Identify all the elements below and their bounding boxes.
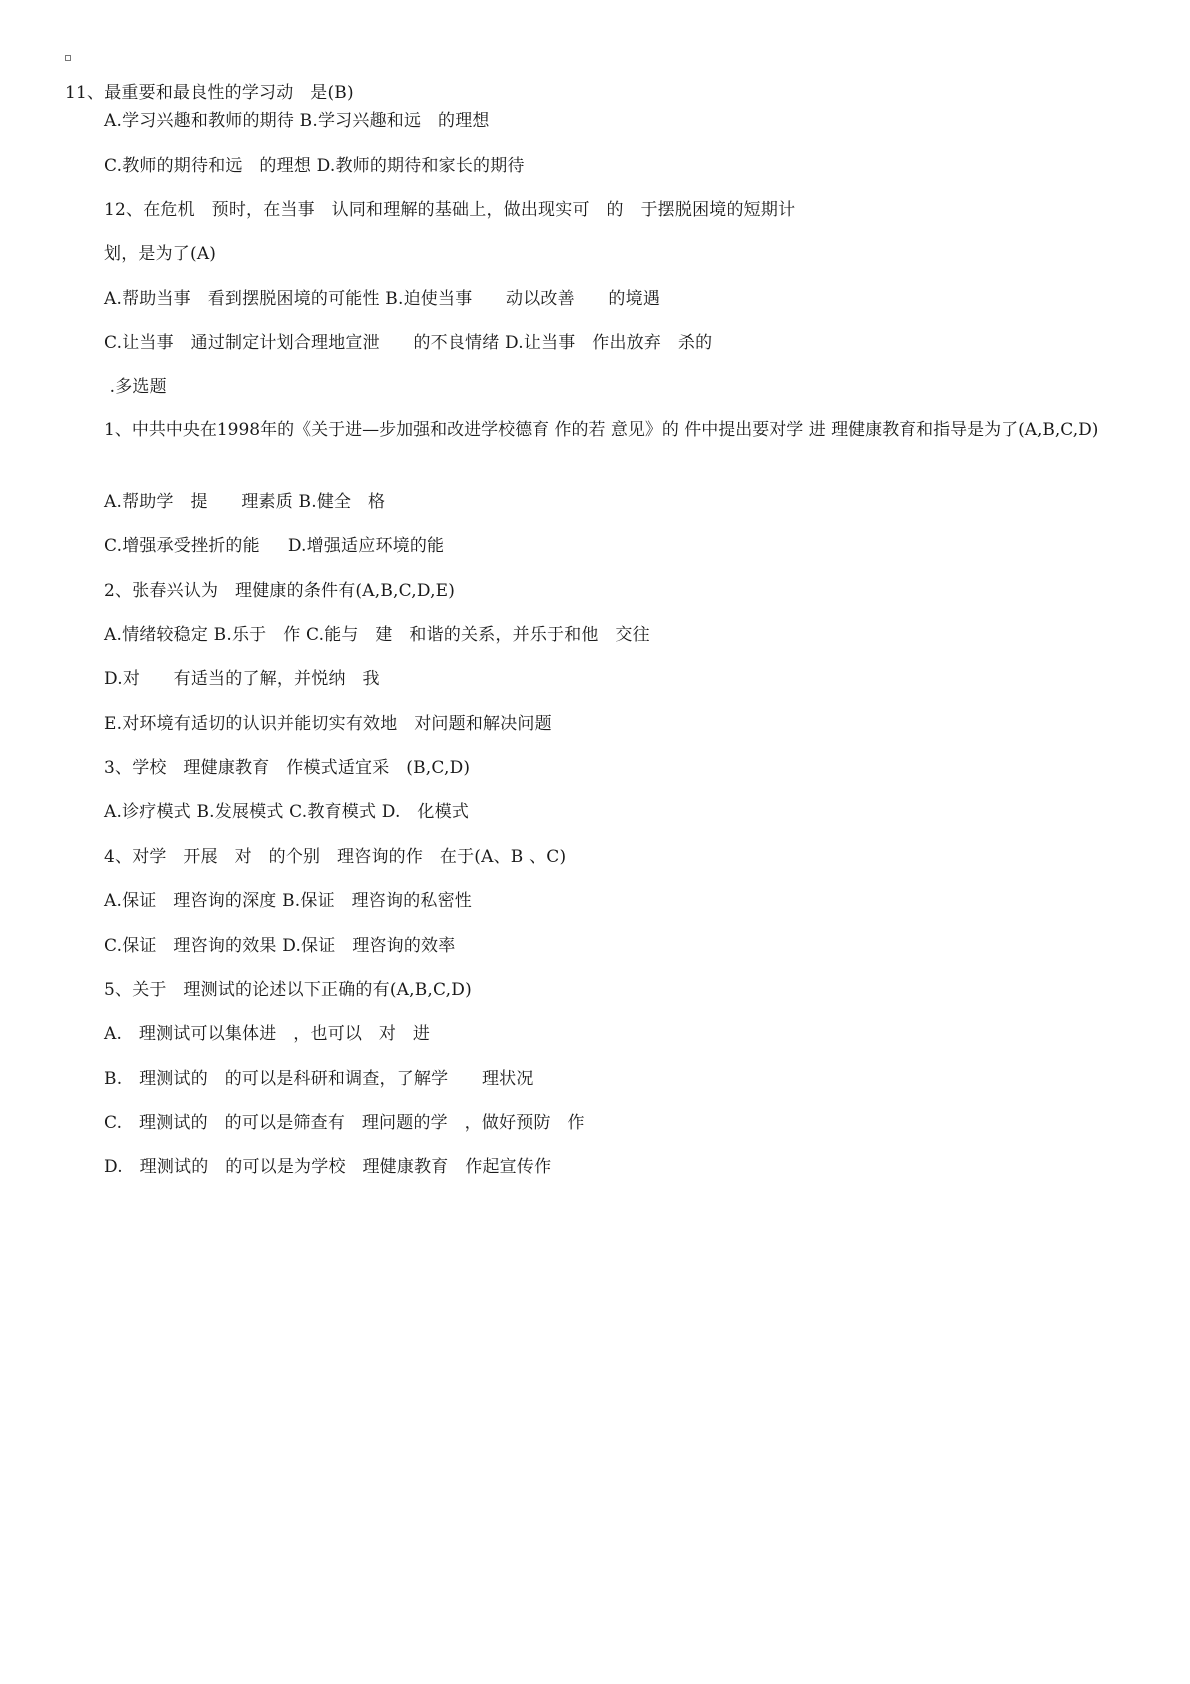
page-marker-icon <box>65 55 71 61</box>
question-11-options-ab: A.学习兴趣和教师的期待 B.学习兴趣和远 的理想 <box>104 111 490 131</box>
multi-question-1-options-ab: A.帮助学 提 理素质 B.健全 格 <box>104 492 386 512</box>
multi-question-4-options-cd: C.保证 理咨询的效果 D.保证 理咨询的效率 <box>104 936 456 956</box>
multi-question-5-option-c: C. 理测试的 的可以是筛查有 理问题的学 ，做好预防 作 <box>104 1113 585 1133</box>
multi-question-3-stem: 3、学校 理健康教育 作模式适宜采 (B,C,D) <box>104 758 471 778</box>
multi-question-2-option-d: D.对 有适当的了解，并悦纳 我 <box>104 669 380 689</box>
question-11-stem: 11、最重要和最良性的学习动 是(B) <box>65 83 354 103</box>
multi-question-5-option-b: B. 理测试的 的可以是科研和调查，了解学 理状况 <box>104 1069 534 1089</box>
multi-question-4-stem: 4、对学 开展 对 的个别 理咨询的作 在于(A、B 、C) <box>104 847 567 867</box>
multi-question-5-option-d: D. 理测试的 的可以是为学校 理健康教育 作起宣传作 <box>104 1157 552 1177</box>
question-11-options-cd: C.教师的期待和远 的理想 D.教师的期待和家长的期待 <box>104 156 525 176</box>
question-12-stem-cont: 划，是为了(A) <box>104 244 217 264</box>
multi-question-1-options-cd: C.增强承受挫折的能 D.增强适应环境的能 <box>104 536 445 556</box>
multi-question-2-option-e: E.对环境有适切的认识并能切实有效地 对问题和解决问题 <box>104 714 552 734</box>
multi-question-4-options-ab: A.保证 理咨询的深度 B.保证 理咨询的私密性 <box>104 891 473 911</box>
multi-question-2-options-abc: A.情绪较稳定 B.乐于 作 C.能与 建 和谐的关系，并乐于和他 交往 <box>104 625 650 645</box>
section-heading-multi-choice: .多选题 <box>104 377 167 397</box>
multi-question-2-stem: 2、张春兴认为 理健康的条件有(A,B,C,D,E) <box>104 581 456 601</box>
multi-question-5-stem: 5、关于 理测试的论述以下正确的有(A,B,C,D) <box>104 980 472 1000</box>
question-12-options-cd: C.让当事 通过制定计划合理地宣泄 的不良情绪 D.让当事 作出放弃 杀的 <box>104 333 713 353</box>
multi-question-5-option-a: A. 理测试可以集体进 ，也可以 对 进 <box>104 1024 431 1044</box>
multi-question-1-stem: 1、中共中央在1998年的《关于进—步加强和改进学校德育 作的若 意见》的 件中提出要对学 进 理健康教育和指导是为了(A,B,C,D) <box>104 420 1099 440</box>
question-12-options-ab: A.帮助当事 看到摆脱困境的可能性 B.迫使当事 动以改善 的境遇 <box>104 289 661 309</box>
question-12-stem: 12、在危机 预时，在当事 认同和理解的基础上，做出现实可 的 于摆脱困境的短期计 <box>104 200 796 220</box>
multi-question-3-options: A.诊疗模式 B.发展模式 C.教育模式 D. 化模式 <box>104 802 470 822</box>
